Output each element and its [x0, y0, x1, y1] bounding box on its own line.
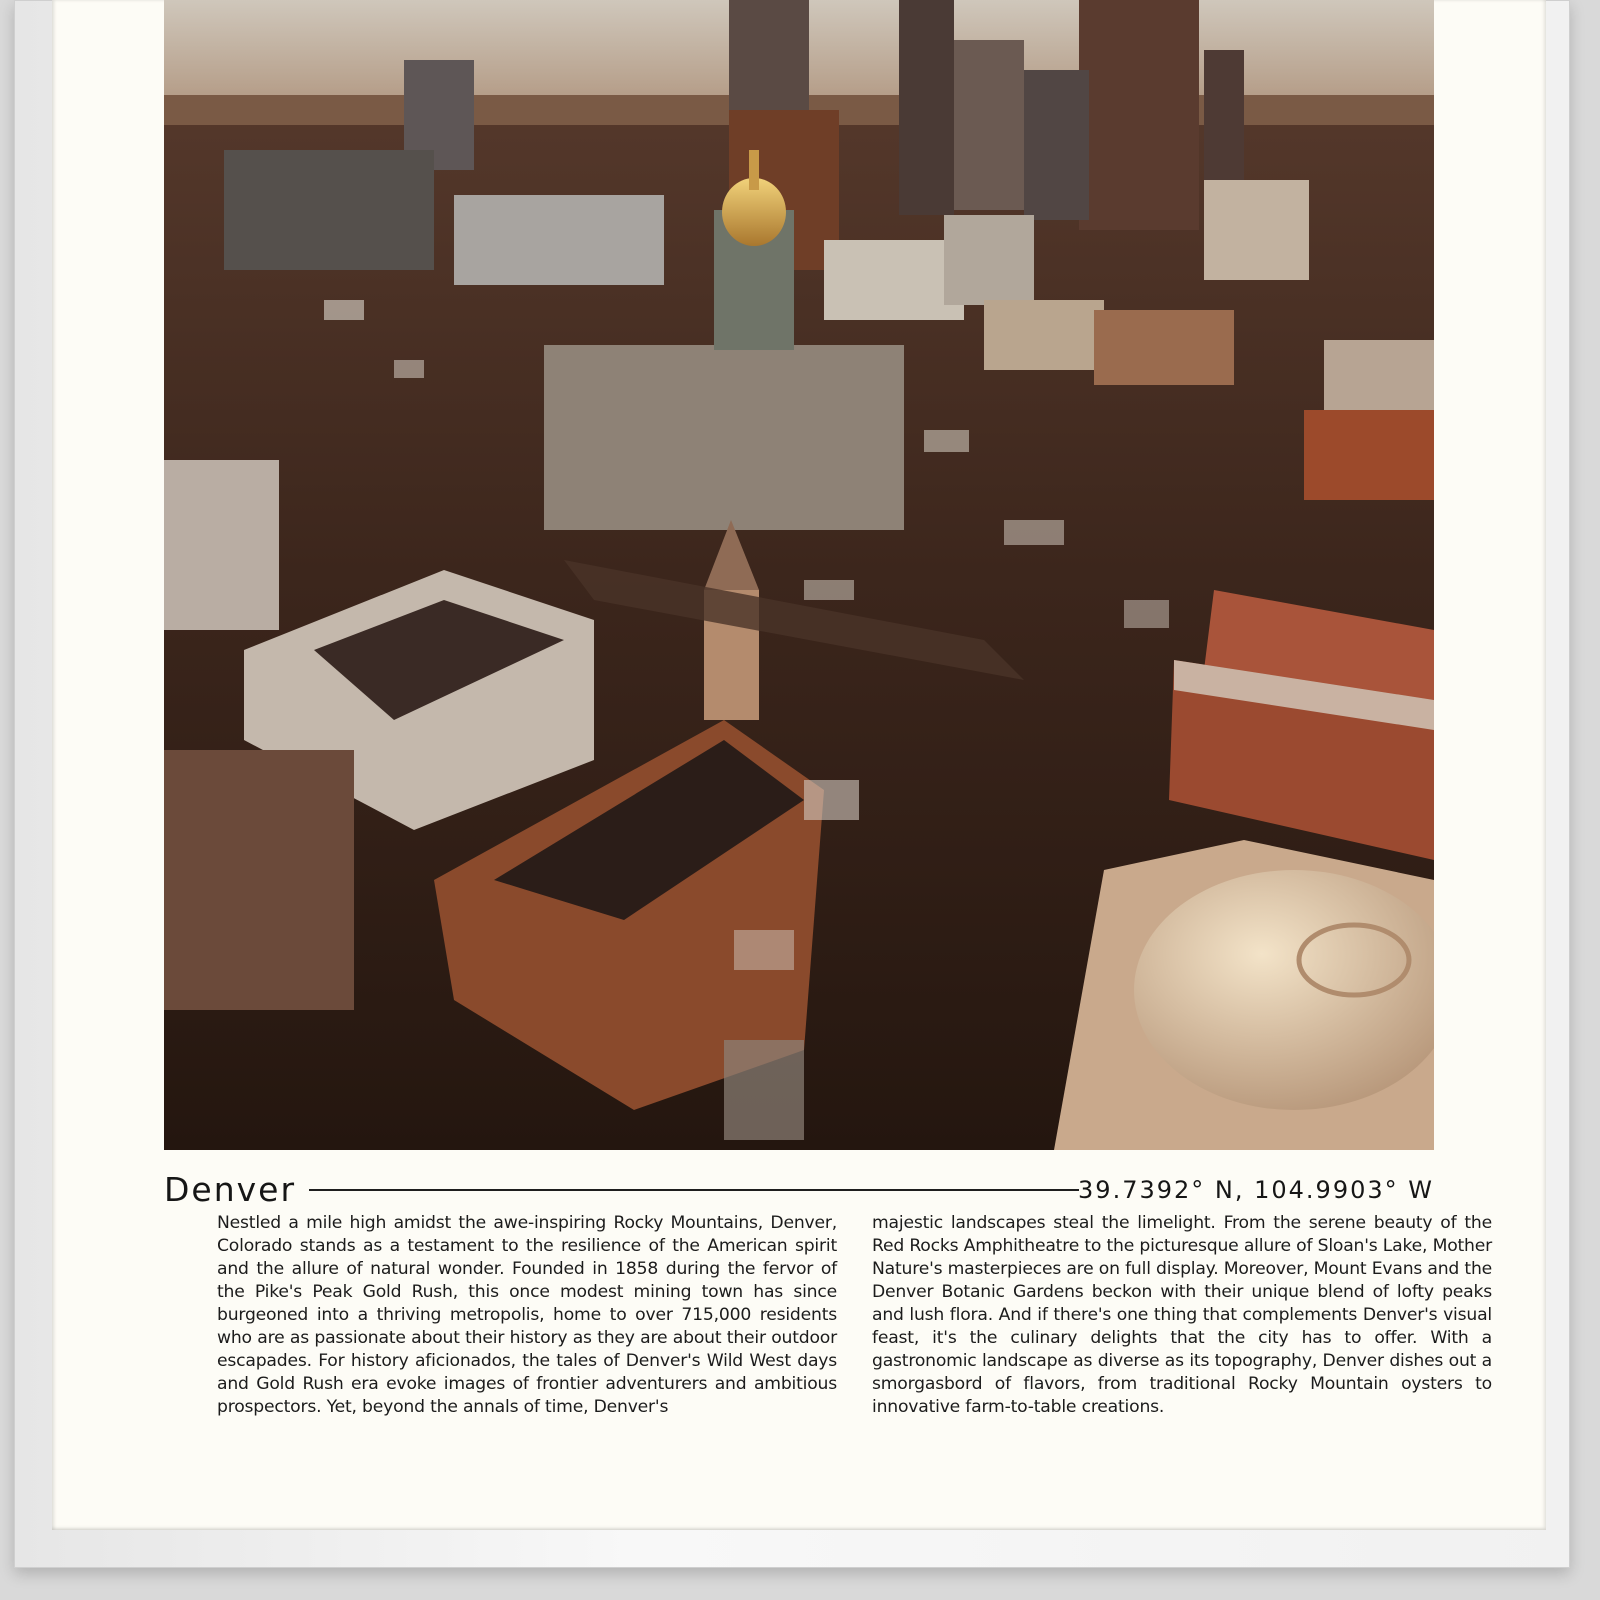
title-row — [164, 1170, 1434, 1210]
poster-mat — [52, 0, 1546, 1530]
denver-aerial-painting — [164, 0, 1434, 1150]
city-title: Denver — [164, 1170, 297, 1209]
picture-frame — [14, 0, 1570, 1568]
coordinates: 39.7392° N, 104.9903° W — [1078, 1176, 1434, 1204]
city-painting — [164, 0, 1434, 1150]
description-right-column: majestic landscapes steal the limelight. From the serene beauty of the Red Rocks Amphitheatre to the picturesque allure of Sloan's Lake, Mother Nature's masterpieces are on full display. Moreover, Mount Evans and the Denver Botanic Gardens beckon with their unique blend of lofty peaks and lush flora. And if there's one thing that complements Denver's visual feast, it's the culinary delights that the city has to offer. With a gastronomic landscape as diverse as its topography, Denver dishes out a smorgasbord of flavors, from traditional Rocky Mountain oysters to innovative farm-to-table creations. — [872, 1213, 1493, 1417]
title-divider — [309, 1189, 1079, 1191]
description-left-column: Nestled a mile high amidst the awe-inspiring Rocky Mountains, Denver, Colorado stands as a testament to the resilience of the American spirit and the allure of natural wonder. Founded in 1858 during the fervor of the Pike's Peak Gold Rush, this once modest mining town has since burgeoned into a thriving metropolis, home to over 715,000 residents who are as passionate about their history as they are about their outdoor escapades. For history aficionados, the tales of Denver's Wild West days and Gold Rush era evoke images of frontier adventurers and ambitious prospectors. Yet, beyond the annals of time, Denver's — [217, 1213, 837, 1417]
